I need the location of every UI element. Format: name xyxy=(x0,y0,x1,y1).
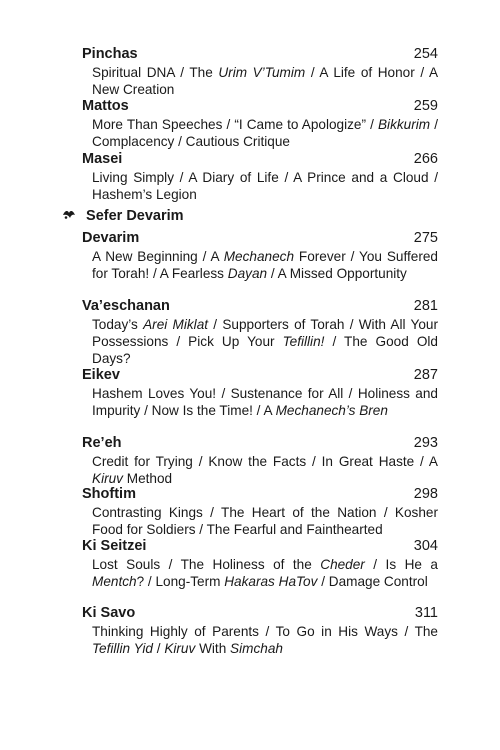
ornament-icon xyxy=(62,208,76,226)
toc-entry xyxy=(82,297,438,367)
toc-entry-header xyxy=(82,45,438,63)
chapter-topics: Thinking Highly of Parents / To Go in His Ways / The Tefillin Yid / Kiruv With Simchah xyxy=(92,624,438,656)
page-number: 281 xyxy=(413,298,438,314)
toc-entry-header xyxy=(82,485,438,503)
chapter-topics: A New Beginning / A Mechanech Forever / You Suffered for Torah! / A Fearless Dayan / A Missed Opportunity xyxy=(92,249,438,281)
toc-entry-header xyxy=(82,604,438,622)
italic-term: Urim V’Tumim xyxy=(218,65,306,80)
chapter-topics: Lost Souls / The Holiness of the Cheder / Is He a Mentch? / Long-Term Hakaras HaTov / Damage Control xyxy=(92,557,438,589)
italic-term: Cheder xyxy=(320,557,365,572)
italic-term: Kiruv xyxy=(164,640,196,656)
toc-entry xyxy=(82,150,438,204)
toc-entry xyxy=(82,604,438,658)
page-number: 266 xyxy=(413,151,438,167)
page-number: 275 xyxy=(413,230,438,246)
page-number: 304 xyxy=(413,538,438,554)
italic-term: Tefillin! xyxy=(282,333,325,349)
page-number: 298 xyxy=(413,486,438,502)
italic-term: Mentch xyxy=(92,573,137,589)
toc-entry xyxy=(82,537,438,591)
parsha-title: Masei xyxy=(82,151,123,167)
page-number: 259 xyxy=(413,98,438,114)
italic-term: Hakaras HaTov xyxy=(224,573,318,589)
italic-term: Simchah xyxy=(230,640,283,656)
toc-entry-header xyxy=(82,434,438,452)
italic-term: Bikkurim xyxy=(377,117,431,132)
page-number: 311 xyxy=(414,605,438,621)
parsha-title: Devarim xyxy=(82,230,140,246)
section-heading xyxy=(62,207,184,226)
section-title: Sefer Devarim xyxy=(86,208,184,224)
toc-entry-header xyxy=(82,229,438,247)
parsha-title: Pinchas xyxy=(82,46,138,62)
chapter-topics: Hashem Loves You! / Sustenance for All / Holiness and Impurity / Now Is the Time! / A Mechanech’s Bren xyxy=(92,386,438,418)
page-number: 287 xyxy=(413,367,438,383)
page-number: 293 xyxy=(413,435,438,451)
toc-entry xyxy=(82,366,438,420)
italic-term: Arei Miklat xyxy=(143,317,209,332)
chapter-topics: Living Simply / A Diary of Life / A Prince and a Cloud / Hashem’s Legion xyxy=(92,170,438,202)
parsha-title: Re’eh xyxy=(82,435,122,451)
chapter-topics: Spiritual DNA / The Urim V’Tumim / A Life of Honor / A New Creation xyxy=(92,65,439,97)
toc-entry-header xyxy=(82,150,438,168)
toc-entry-header xyxy=(82,297,438,315)
parsha-title: Ki Savo xyxy=(82,605,136,621)
toc-entry-header xyxy=(82,97,438,115)
toc-entry xyxy=(82,97,438,151)
parsha-title: Ki Seitzei xyxy=(82,538,147,554)
toc-entry xyxy=(82,434,438,488)
page-number: 254 xyxy=(413,46,438,62)
parsha-title: Va’eschanan xyxy=(82,298,170,314)
chapter-topics: Today’s Arei Miklat / Supporters of Torah / With All Your Possessions / Pick Up Your Tefillin! / The Good Old Days? xyxy=(92,317,439,366)
chapter-topics: Credit for Trying / Know the Facts / In Great Haste / A Kiruv Method xyxy=(92,454,438,486)
parsha-title: Mattos xyxy=(82,98,129,114)
toc-entry xyxy=(82,45,438,99)
chapter-topics: More Than Speeches / “I Came to Apologize” / Bikkurim / Complacency / Cautious Critique xyxy=(92,117,438,149)
parsha-title: Eikev xyxy=(82,367,120,383)
italic-term: Mechanech xyxy=(223,249,295,264)
parsha-title: Shoftim xyxy=(82,486,136,502)
toc-entry-header xyxy=(82,366,438,384)
italic-term: Tefillin Yid xyxy=(92,640,153,656)
toc-entry-header xyxy=(82,537,438,555)
toc-entry xyxy=(82,485,438,539)
italic-term: Kiruv xyxy=(92,470,123,486)
italic-term: Mechanech’s Bren xyxy=(275,402,388,418)
italic-term: Dayan xyxy=(227,265,268,281)
chapter-topics: Contrasting Kings / The Heart of the Nation / Kosher Food for Soldiers / The Fearful and Fainthearted xyxy=(92,505,438,537)
toc-entry xyxy=(82,229,438,283)
